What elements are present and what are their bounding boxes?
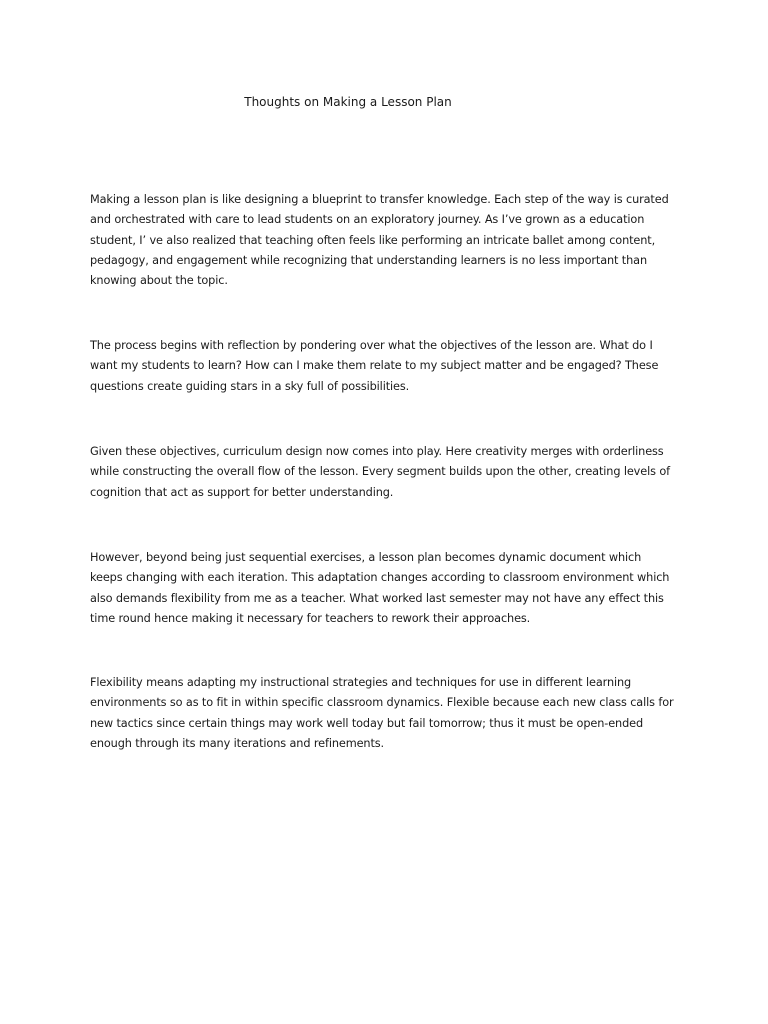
paragraph-line: pedagogy, and engagement while recognizing that understanding learners is no less important than	[90, 253, 648, 267]
paragraph-line: cognition that act as support for better understanding.	[90, 485, 394, 499]
paragraph-line: enough through its many iterations and refinements.	[90, 736, 385, 750]
paragraph-line: knowing about the topic.	[90, 274, 228, 288]
paragraph-line: want my students to learn? How can I make them relate to my subject matter and be engaged? These	[90, 359, 659, 373]
paragraph-line: questions create guiding stars in a sky full of possibilities.	[90, 379, 410, 393]
paragraph-line: and orchestrated with care to lead students on an exploratory journey. As I’ve grown as a education	[90, 213, 645, 227]
paragraph-line: time round hence making it necessary for teachers to rework their approaches.	[90, 611, 531, 625]
paragraph	[90, 336, 690, 397]
paragraph-line: environments so as to fit in within specific classroom dynamics. Flexible because each new class calls for	[90, 696, 674, 710]
paragraph-line: keeps changing with each iteration. This adaptation changes according to classroom environment which	[90, 571, 670, 585]
paragraph-line: The process begins with reflection by pondering over what the objectives of the lesson are. What do I	[90, 339, 653, 352]
paragraph-line: also demands flexibility from me as a teacher. What worked last semester may not have any effect this	[90, 591, 664, 605]
paragraph-line: new tactics since certain things may work well today but fail tomorrow; thus it must be open-ended	[90, 716, 644, 730]
paragraph-line: Given these objectives, curriculum design now comes into play. Here creativity merges with orderliness	[90, 445, 664, 458]
paragraph-line: Flexibility means adapting my instructional strategies and techniques for use in different learning	[90, 676, 632, 689]
paragraph	[90, 548, 690, 629]
paragraph	[90, 190, 690, 291]
paragraph-line: Making a lesson plan is like designing a blueprint to transfer knowledge. Each step of the way is curated	[90, 193, 669, 206]
paragraph-line: while constructing the overall flow of the lesson. Every segment builds upon the other, creating levels of	[90, 465, 670, 479]
document-title: Thoughts on Making a Lesson Plan	[244, 95, 452, 109]
paragraph	[90, 673, 690, 754]
paragraph-line: However, beyond being just sequential exercises, a lesson plan becomes dynamic document which	[90, 551, 642, 564]
paragraph-line: student, I’ ve also realized that teaching often feels like performing an intricate ballet among content,	[90, 233, 656, 247]
paragraph	[90, 442, 690, 503]
